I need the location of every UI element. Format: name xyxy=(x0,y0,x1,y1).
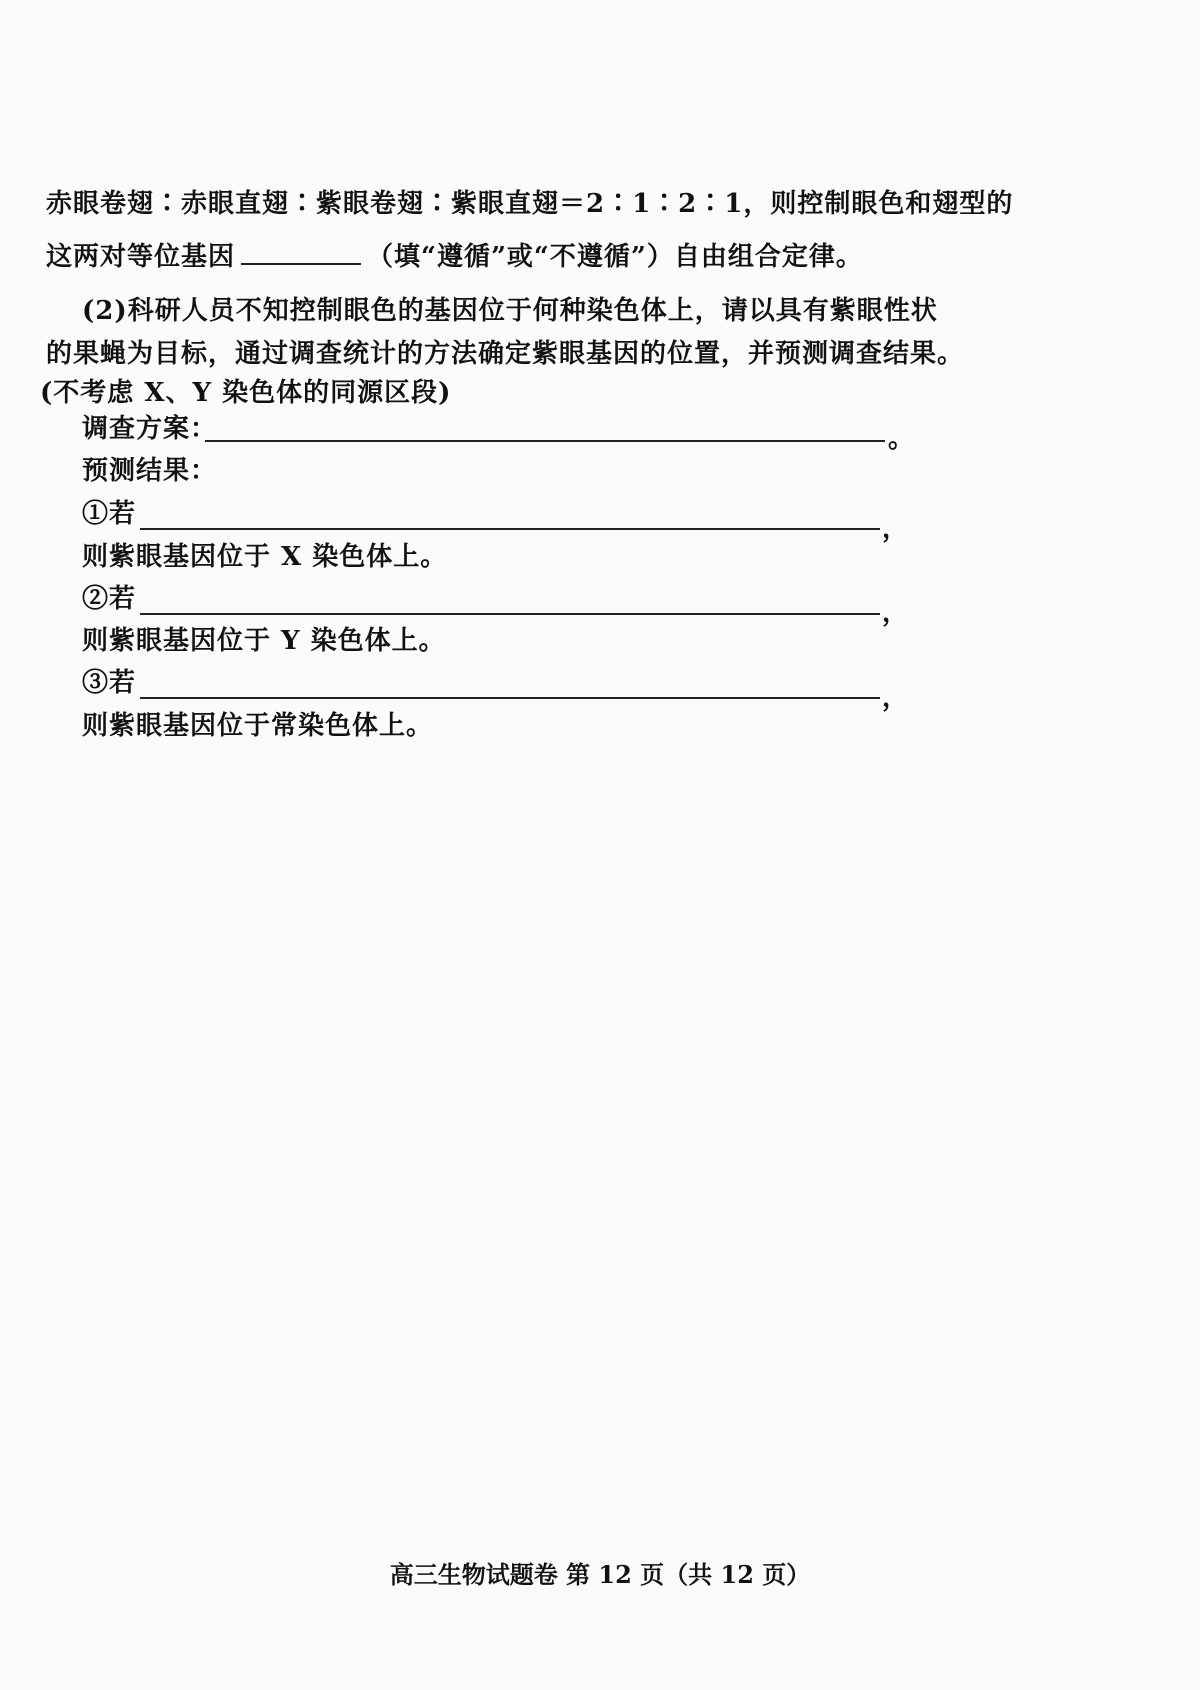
fill-in-blank-1[interactable] xyxy=(241,241,361,265)
question-line-1: 赤眼卷翅∶赤眼直翅∶紫眼卷翅∶紫眼直翅＝2∶1∶2∶1，则控制眼色和翅型的 xyxy=(46,189,1014,219)
part2-line-1: (2)科研人员不知控制眼色的基因位于何种染色体上，请以具有紫眼性状 xyxy=(82,296,938,326)
prediction-3-answer-line[interactable] xyxy=(140,697,880,699)
prediction-1-answer-line[interactable] xyxy=(140,528,880,530)
prediction-1-marker: ①若 xyxy=(82,499,137,529)
page-footer: 高三生物试题卷 第 12 页（共 12 页） xyxy=(389,1560,811,1589)
part2-line-2: 的果蝇为目标，通过调查统计的方法确定紫眼基因的位置，并预测调查结果。 xyxy=(46,339,965,369)
plan-label: 调查方案： xyxy=(82,414,218,444)
prediction-2-conclusion: 则紫眼基因位于 Y 染色体上。 xyxy=(82,626,446,656)
prediction-3-punct: ， xyxy=(882,683,909,713)
part2-line-3: (不考虑 X、Y 染色体的同源区段) xyxy=(40,378,452,408)
prediction-2-answer-line[interactable] xyxy=(140,613,880,615)
prediction-2-punct: ， xyxy=(882,598,909,628)
plan-end-punct: 。 xyxy=(888,424,915,454)
question-line-2-pre: 这两对等位基因 xyxy=(46,242,236,272)
plan-answer-line[interactable] xyxy=(205,440,885,442)
question-line-2 xyxy=(46,236,863,273)
prediction-1-conclusion: 则紫眼基因位于 X 染色体上。 xyxy=(82,542,448,572)
prediction-3-marker: ③若 xyxy=(82,668,137,698)
prediction-label: 预测结果： xyxy=(82,456,218,486)
prediction-1-punct: ， xyxy=(882,514,909,544)
prediction-2-marker: ②若 xyxy=(82,584,137,614)
prediction-3-conclusion: 则紫眼基因位于常染色体上。 xyxy=(82,711,434,741)
question-line-2-post: （填“遵循”或“不遵循”）自由组合定律。 xyxy=(367,242,863,272)
